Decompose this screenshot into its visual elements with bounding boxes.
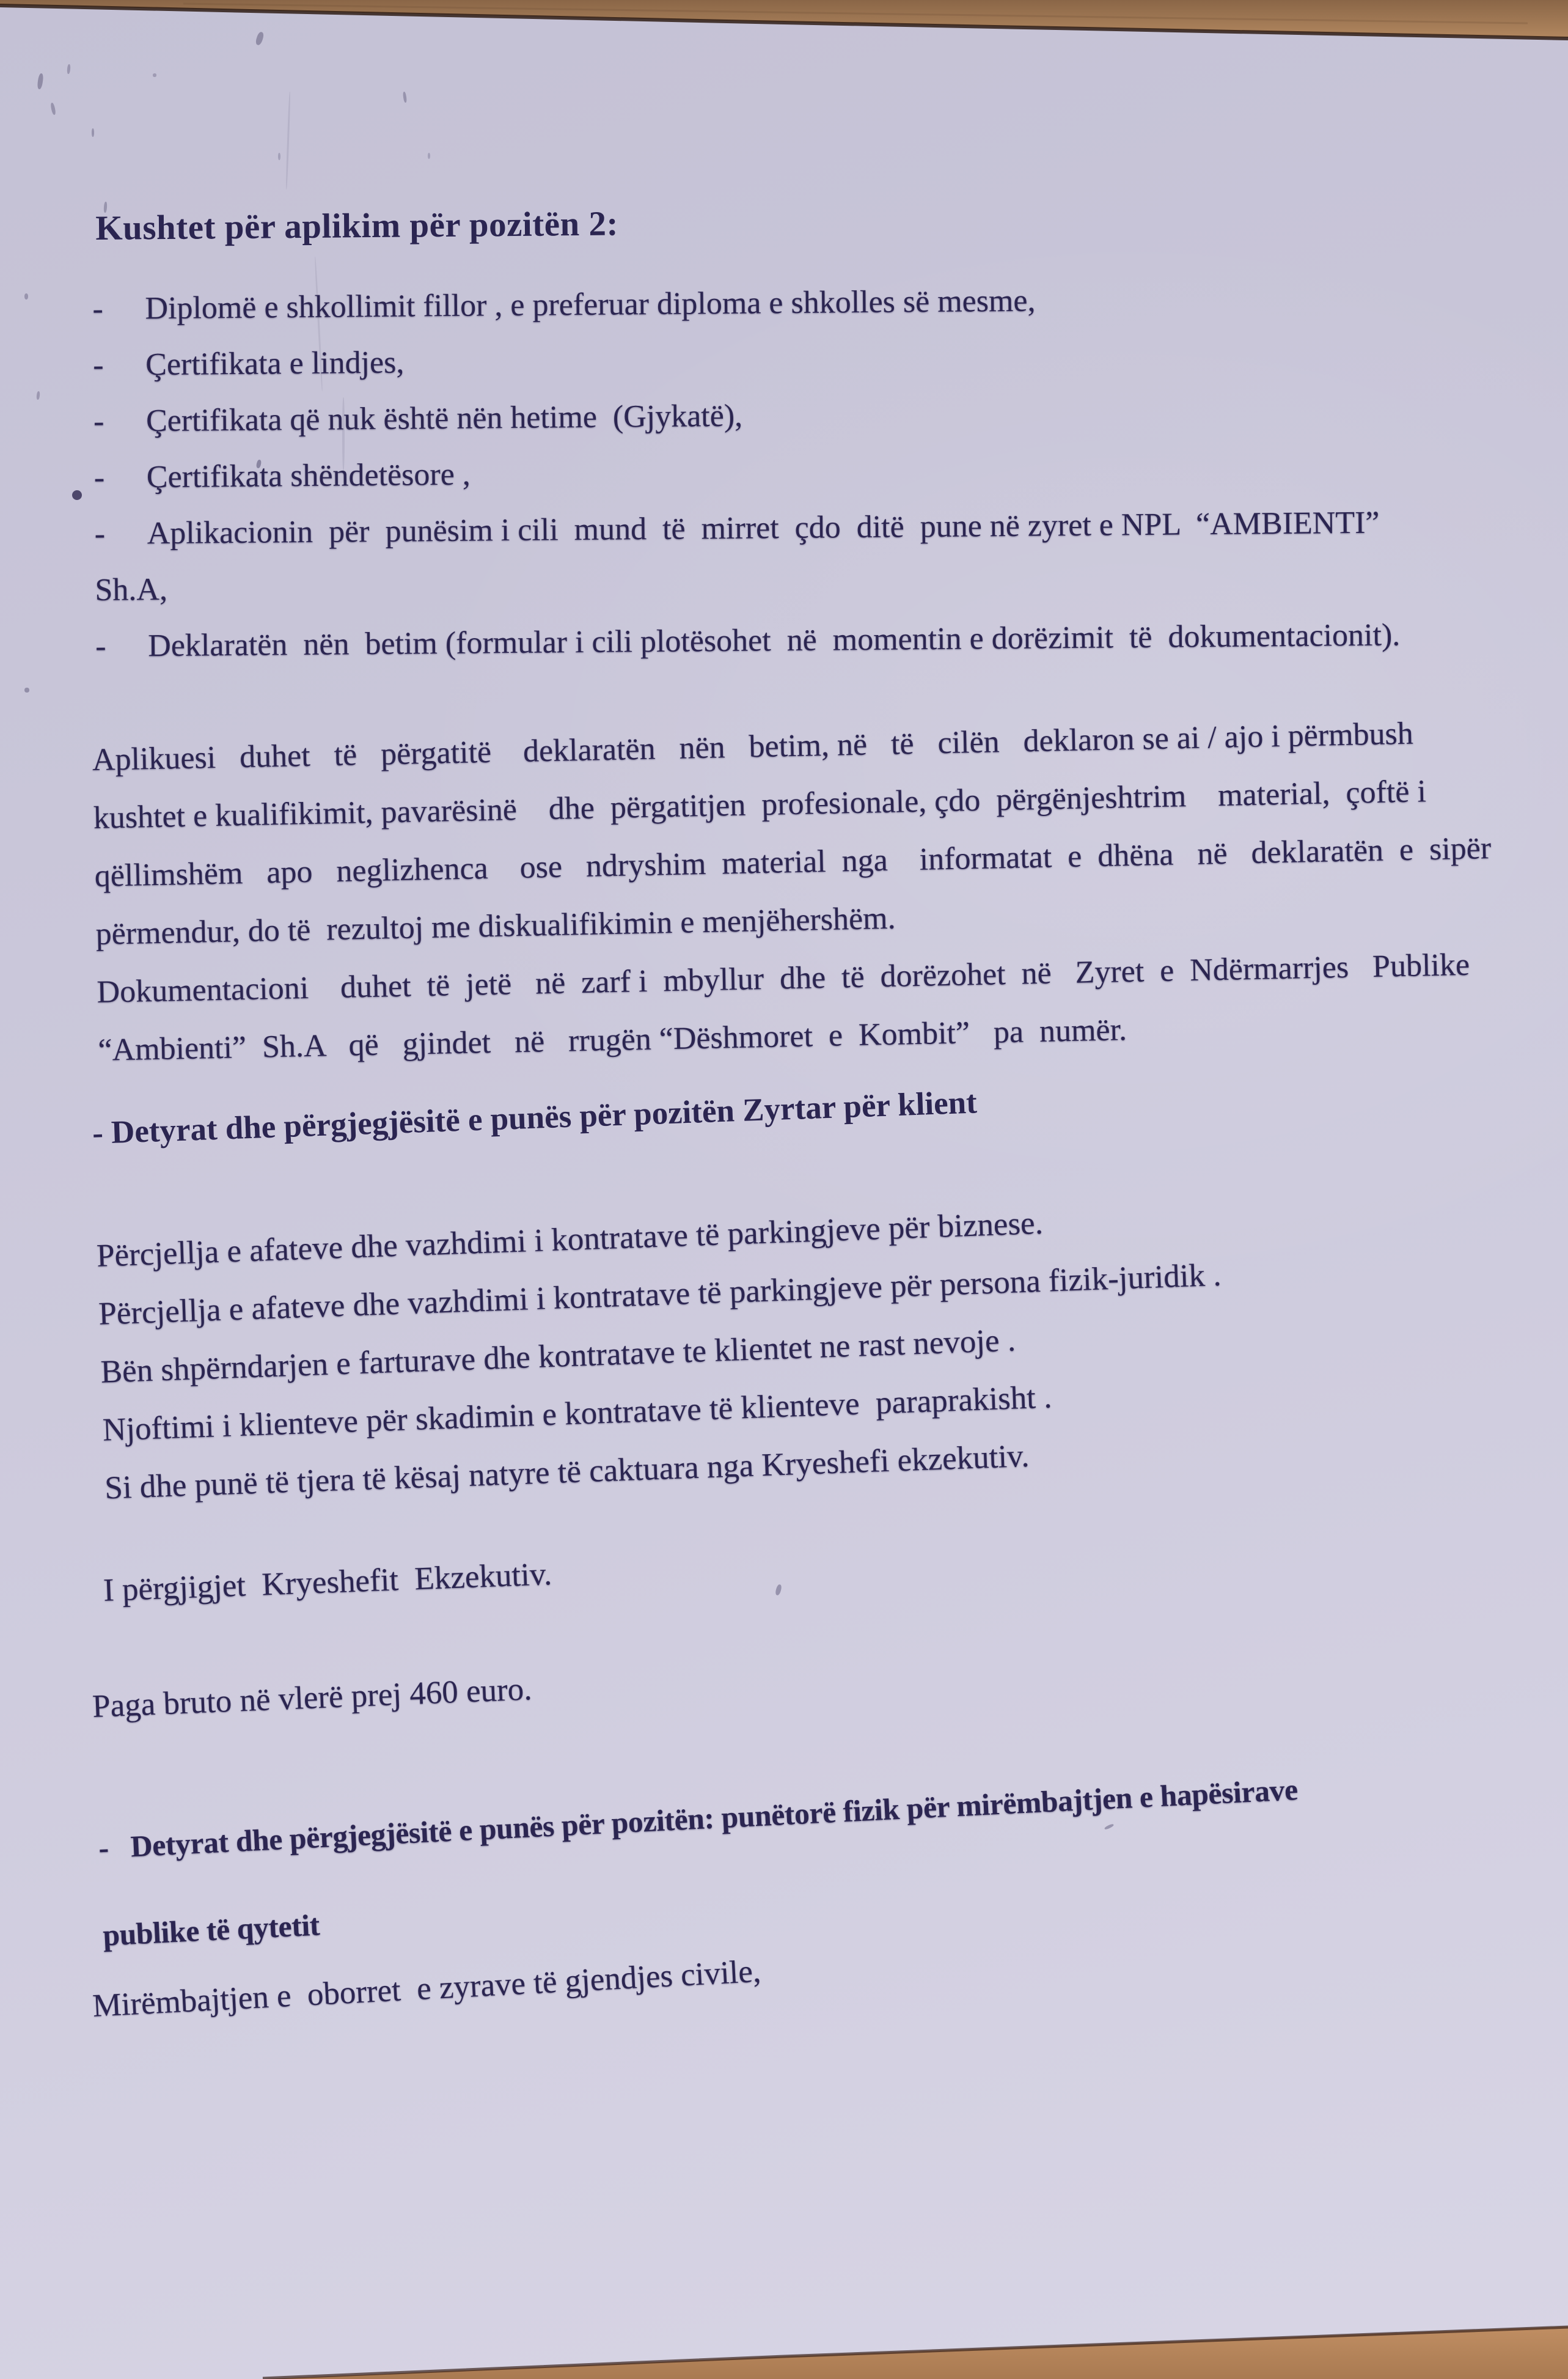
- reports-to-text: I përgjigjet Kryeshefit Ekzekutiv.: [103, 1556, 553, 1608]
- smudge-mark: [775, 1584, 782, 1595]
- smudge-mark: [92, 128, 94, 137]
- duty-line: Përcjellja e afateve dhe vazhdimi i kontratave të parkingjeve për persona fizik-juridik .: [98, 1257, 1222, 1332]
- smudge-mark: [37, 73, 44, 90]
- declaration-paragraphs: [92, 702, 1541, 1079]
- requirement-text: Diplomë e shkollimit fillor , e preferuar diploma e shkolles së mesme,: [145, 283, 1036, 326]
- bullet-dash: -: [92, 291, 104, 326]
- smudge-mark: [153, 73, 156, 77]
- duties-section-client-officer: [92, 1064, 1547, 1518]
- ink-dot: [72, 490, 82, 500]
- salary-text: Paga bruto në vlerë prej 460 euro.: [92, 1671, 533, 1724]
- smudge-mark: [285, 92, 291, 189]
- section-heading-line: - Detyrat dhe përgjegjësitë e punës për pozitën: punëtorë fizik për mirëmbajtjen e hapësirave: [98, 1772, 1299, 1865]
- salary-line: [92, 1639, 1314, 1725]
- requirement-text: Çertifikata shëndetësore ,: [146, 457, 471, 495]
- duty-line: Si dhe punë të tjera të kësaj natyre të caktuara nga Kryeshefi ekzekutiv.: [104, 1438, 1030, 1506]
- bullet-dash: -: [94, 516, 106, 551]
- paragraph-line: qëllimshëm apo neglizhenca ose ndryshim material nga informatat e dhëna në deklaratën e sipër: [94, 831, 1492, 894]
- duty-line: Përcjellja e afateve dhe vazhdimi i kontratave të parkingjeve për biznese.: [96, 1205, 1044, 1274]
- section-heading-line: publike të qytetit: [102, 1908, 321, 1952]
- requirement-text: Deklaratën nën betim (formular i cili plotësohet në momentin e dorëzimit të dokumentacionit).: [148, 617, 1401, 664]
- smudge-mark: [24, 688, 29, 693]
- smudge-mark: [428, 153, 430, 159]
- smudge-mark: [36, 391, 40, 400]
- smudge-mark: [278, 153, 280, 160]
- paragraph-line: kushtet e kualifikimit, pavarësinë dhe përgatitjen profesionale, çdo përgënjeshtrim material, çoftë i: [93, 774, 1427, 836]
- smudge-mark: [24, 293, 28, 300]
- paragraph-line: “Ambienti” Sh.A që gjindet në rrugën “Dëshmoret e Kombit” pa numër.: [97, 1012, 1127, 1068]
- duties-section-maintenance-heading: [97, 1734, 1558, 1979]
- section-heading: - Detyrat dhe përgjegjësitë e punës për pozitën Zyrtar për klient: [92, 1084, 978, 1151]
- smudge-mark: [403, 92, 407, 103]
- requirement-text: Çertifikata e lindjes,: [145, 345, 405, 383]
- duty-line: Bën shpërndarjen e farturave dhe kontratave te klientet ne rast nevoje .: [100, 1322, 1016, 1390]
- desk-wood-bottom-edge: [0, 2315, 1568, 2379]
- smudge-mark: [67, 64, 70, 74]
- paragraph-line: Dokumentacioni duhet të jetë në zarf i mbyllur dhe të dorëzohet në Zyret e Ndërmarrjes Publike: [97, 947, 1470, 1010]
- desk-wood-top-edge: [0, 0, 1568, 43]
- bullet-dash: -: [93, 460, 105, 495]
- requirement-text: Sh.A,: [95, 572, 168, 608]
- paragraph-line: Aplikuesi duhet të përgatitë deklaratën nën betim, në të cilën deklaron se ai / ajo i përmbush: [92, 716, 1414, 778]
- bullet-dash: -: [93, 347, 104, 383]
- requirements-section: [92, 194, 1532, 674]
- reports-to-line: [103, 1528, 1325, 1609]
- requirement-text: Çertifikata që nuk është nën hetime (Gjykatë),: [145, 398, 743, 439]
- duty-line: Mirëmbajtjen e oborret e zyrave të gjendjes civile,: [92, 1953, 762, 2024]
- bullet-dash: -: [95, 628, 106, 664]
- requirement-row: [95, 606, 1532, 675]
- duties-list: [95, 1177, 1547, 1518]
- paragraph-line: përmendur, do të rezultoj me diskualifikimin e menjëhershëm.: [95, 900, 896, 952]
- bullet-dash: -: [93, 403, 104, 439]
- duty-line: Njoftimi i klienteve për skadimin e kontratave të klienteve paraprakisht .: [102, 1379, 1053, 1448]
- requirement-text: Aplikacionin për punësim i cili mund të mirret çdo ditë pune në zyret e NPL “AMBIENTI”: [147, 505, 1380, 551]
- page-title: Kushtet për aplikim për pozitën 2:: [95, 204, 619, 248]
- smudge-mark: [50, 103, 56, 116]
